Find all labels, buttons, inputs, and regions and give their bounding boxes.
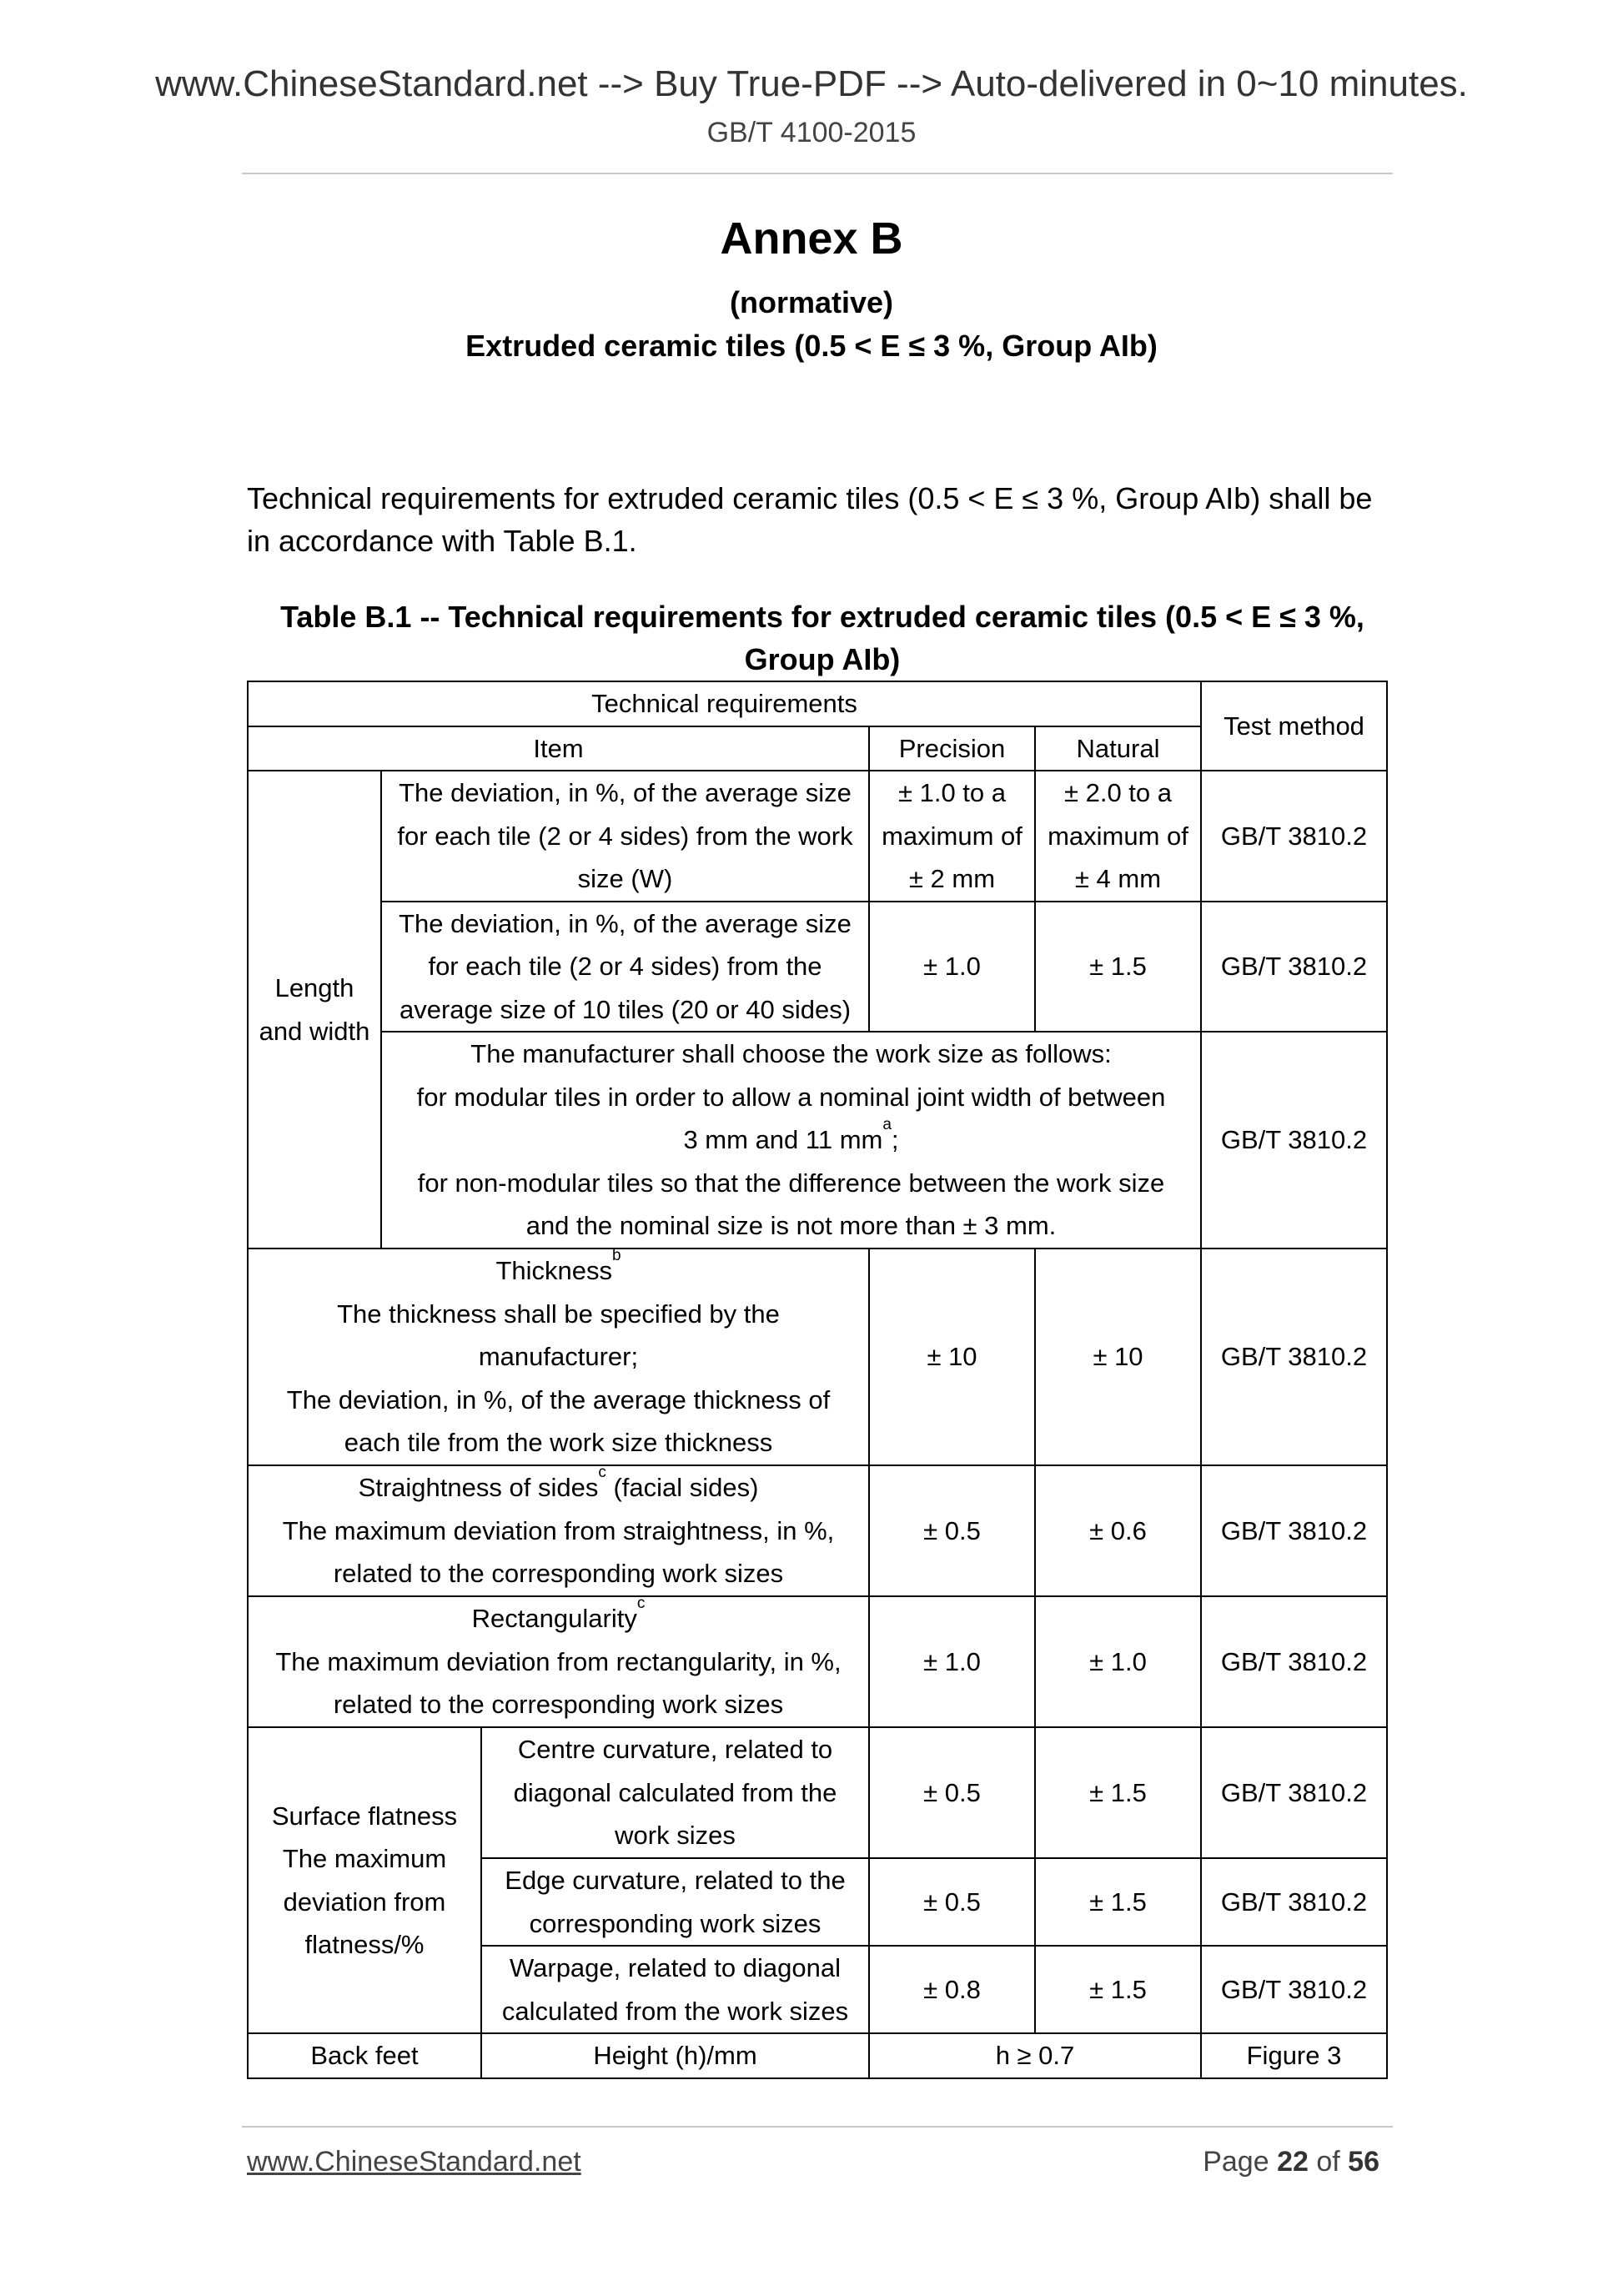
flatness-edge-precision: ± 0.5 (869, 1858, 1035, 1946)
annex-type: (normative) (729, 285, 894, 319)
rectangularity-precision: ± 1.0 (869, 1596, 1035, 1727)
standard-code: GB/T 4100-2015 (706, 117, 917, 148)
requirements-table (247, 681, 1388, 2079)
header-precision: Precision (869, 726, 1035, 771)
thickness-precision: ± 10 (869, 1248, 1035, 1465)
flatness-edge-natural: ± 1.5 (1035, 1858, 1201, 1946)
lw-row1-precision: ± 1.0 to a maximum of ± 2 mm (869, 771, 1035, 902)
annex-caption: Extruded ceramic tiles (0.5 < E ≤ 3 %, Group AIb) (465, 329, 1158, 363)
header-technical-requirements: Technical requirements (248, 681, 1201, 726)
annex-title: Annex B (720, 214, 903, 264)
thickness-item: Thickness$^b$ The thickness shall be specified by the manufacturer; The deviation, in %, of the average thickness of each tile from the work size thickness (248, 1248, 869, 1465)
length-width-label: Length and width (248, 771, 381, 1248)
rectangularity-natural: ± 1.0 (1035, 1596, 1201, 1727)
rectangularity-method: GB/T 3810.2 (1201, 1596, 1387, 1727)
intro-paragraph: Technical requirements for extruded ceramic tiles (0.5 < E ≤ 3 %, Group AIb) shall be in accordance with Table B.1. (247, 481, 1373, 558)
thickness-method: GB/T 3810.2 (1201, 1248, 1387, 1465)
table-row (248, 1727, 1387, 1858)
lw-row1-method: GB/T 3810.2 (1201, 771, 1387, 902)
flatness-warpage-method: GB/T 3810.2 (1201, 1946, 1387, 2033)
table-header-row (248, 681, 1387, 726)
back-feet-item: Height (h)/mm (481, 2033, 869, 2078)
flatness-centre-item: Centre curvature, related to diagonal calculated from the work sizes (481, 1727, 869, 1858)
table-row (248, 2033, 1387, 2078)
header-divider (242, 173, 1393, 174)
lw-row2-item: The deviation, in %, of the average size for each tile (2 or 4 sides) from the average size of 10 tiles (20 or 40 sides) (381, 902, 869, 1032)
thickness-natural: ± 10 (1035, 1248, 1201, 1465)
lw-row1-item: The deviation, in %, of the average size for each tile (2 or 4 sides) from the work size (W) (381, 771, 869, 902)
table-row (248, 1596, 1387, 1727)
page-indicator: Page 22 of 56 (1203, 2146, 1379, 2178)
footer-site-link[interactable]: www.ChineseStandard.net (247, 2146, 581, 2178)
back-feet-method: Figure 3 (1201, 2033, 1387, 2078)
lw-row3-method: GB/T 3810.2 (1201, 1032, 1387, 1248)
table-row (248, 771, 1387, 902)
straightness-item: Straightness of sides$^c$ (facial sides) The maximum deviation from straightness, in %, related to the corresponding work sizes (248, 1465, 869, 1596)
table-row (248, 1248, 1387, 1465)
straightness-precision: ± 0.5 (869, 1465, 1035, 1596)
header-item: Item (248, 726, 869, 771)
footer-divider (242, 2126, 1393, 2128)
lw-row2-precision: ± 1.0 (869, 902, 1035, 1032)
table-row (248, 1465, 1387, 1596)
page-total: 56 (1348, 2146, 1379, 2178)
flatness-label: Surface flatness The maximum deviation from flatness/% (248, 1727, 481, 2033)
flatness-edge-item: Edge curvature, related to the corresponding work sizes (481, 1858, 869, 1946)
table-title: Table B.1 -- Technical requirements for extruded ceramic tiles (0.5 < E ≤ 3 %, Group AIb) (280, 600, 1364, 676)
lw-row2-method: GB/T 3810.2 (1201, 902, 1387, 1032)
flatness-warpage-natural: ± 1.5 (1035, 1946, 1201, 2033)
lw-row2-natural: ± 1.5 (1035, 902, 1201, 1032)
flatness-edge-method: GB/T 3810.2 (1201, 1858, 1387, 1946)
page-number: 22 (1277, 2146, 1309, 2178)
straightness-method: GB/T 3810.2 (1201, 1465, 1387, 1596)
header-test-method: Test method (1201, 681, 1387, 771)
flatness-centre-natural: ± 1.5 (1035, 1727, 1201, 1858)
table-row (248, 1032, 1387, 1248)
flatness-warpage-precision: ± 0.8 (869, 1946, 1035, 2033)
straightness-natural: ± 0.6 (1035, 1465, 1201, 1596)
lw-row3-item: The manufacturer shall choose the work size as follows: for modular tiles in order to allow a nominal joint width of between 3 mm and 11 $mm^a$; for non-modular tiles so that the difference between the work size and the nominal size is not more than ± 3 mm. (381, 1032, 1201, 1248)
lw-row1-natural: ± 2.0 to a maximum of ± 4 mm (1035, 771, 1201, 902)
rectangularity-item: Rectangularity$^c$ The maximum deviation from rectangularity, in %, related to the corresponding work sizes (248, 1596, 869, 1727)
flatness-warpage-item: Warpage, related to diagonal calculated from the work sizes (481, 1946, 869, 2033)
header-banner: www.ChineseStandard.net --> Buy True-PDF --> Auto-delivered in 0~10 minutes. (155, 63, 1468, 104)
flatness-centre-precision: ± 0.5 (869, 1727, 1035, 1858)
table-row (248, 902, 1387, 1032)
header-natural: Natural (1035, 726, 1201, 771)
back-feet-label: Back feet (248, 2033, 481, 2078)
flatness-centre-method: GB/T 3810.2 (1201, 1727, 1387, 1858)
back-feet-value: h ≥ 0.7 (869, 2033, 1201, 2078)
